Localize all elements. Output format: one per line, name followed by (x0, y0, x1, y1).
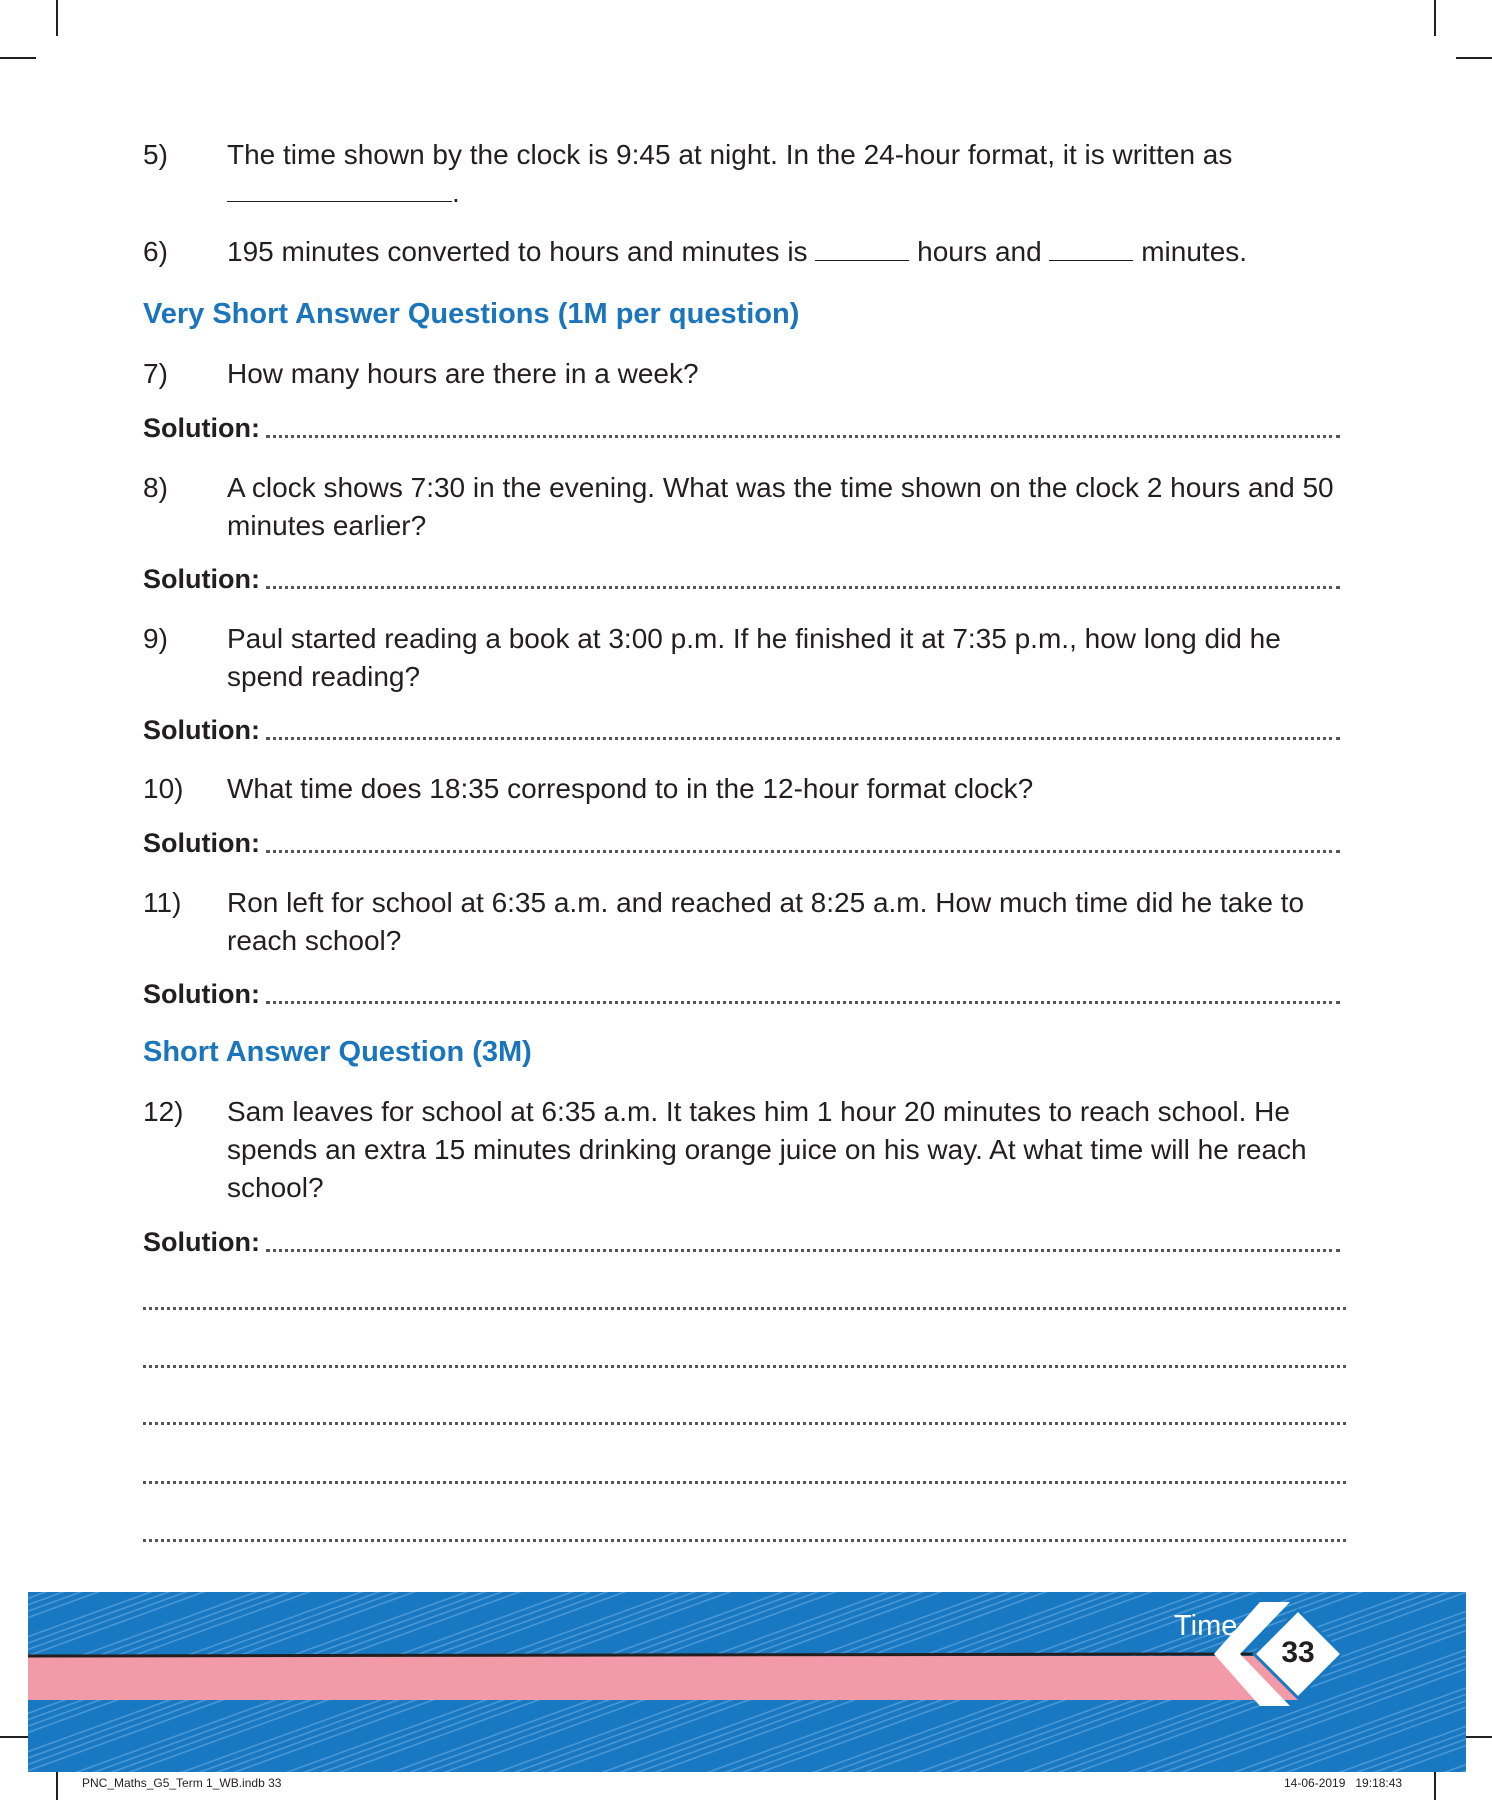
solution-label: Solution: (143, 413, 260, 443)
question-text: How many hours are there in a week? (227, 358, 699, 389)
answer-dotted-line[interactable] (143, 1422, 1346, 1425)
answer-dots (266, 586, 1340, 589)
solution-label: Solution: (143, 564, 260, 594)
footer-divider (28, 1654, 1258, 1656)
answer-dots (266, 435, 1340, 438)
answer-dots (266, 1001, 1340, 1004)
answer-dotted-line[interactable] (143, 1481, 1346, 1484)
solution-line[interactable] (143, 976, 1340, 1010)
solution-label: Solution: (143, 1227, 260, 1257)
question-punct: . (452, 177, 460, 208)
section-heading-very-short: Very Short Answer Questions (1M per question) (143, 298, 800, 330)
answer-dotted-line[interactable] (143, 1365, 1346, 1368)
crop-mark (0, 57, 36, 59)
question-text: Paul started reading a book at 3:00 p.m. If he finished it at 7:35 p.m., how long did he spend reading? (227, 623, 1281, 692)
crop-mark (1434, 0, 1436, 36)
chapter-title: Time (1174, 1610, 1238, 1642)
question-number: 6) (143, 236, 168, 267)
answer-dotted-line[interactable] (143, 1539, 1346, 1542)
solution-label: Solution: (143, 828, 260, 858)
question-text: A clock shows 7:30 in the evening. What was the time shown on the clock 2 hours and 50 minutes earlier? (227, 472, 1334, 541)
answer-dotted-line[interactable] (143, 1307, 1346, 1310)
question-number: 10) (143, 773, 184, 804)
question-text: What time does 18:35 correspond to in the 12-hour format clock? (227, 773, 1034, 804)
question-text: The time shown by the clock is 9:45 at night. In the 24-hour format, it is written as (227, 139, 1233, 170)
question-number: 5) (143, 139, 168, 170)
solution-line[interactable] (143, 825, 1340, 859)
footer-band (28, 1592, 1466, 1772)
answer-blank[interactable] (227, 177, 452, 202)
question-number: 7) (143, 358, 168, 389)
file-info: PNC_Maths_G5_Term 1_WB.indb 33 (82, 1776, 282, 1790)
answer-dots (266, 850, 1340, 853)
question-text: Sam leaves for school at 6:35 a.m. It takes him 1 hour 20 minutes to reach school. He spends an extra 15 minutes drinking orange juice on his way. At what time will he reach school? (227, 1096, 1307, 1203)
crop-mark (1456, 57, 1492, 59)
answer-blank-hours[interactable] (815, 236, 909, 261)
solution-label: Solution: (143, 979, 260, 1009)
question-text: hours and (917, 236, 1042, 267)
footer-graphic (28, 1592, 1466, 1772)
solution-line[interactable] (143, 410, 1340, 444)
print-timestamp: 14-06-2019 19:18:43 (1284, 1776, 1403, 1790)
answer-blank-minutes[interactable] (1049, 236, 1133, 261)
question-text: minutes. (1141, 236, 1248, 267)
question-number: 9) (143, 623, 168, 654)
question-number: 12) (143, 1096, 184, 1127)
question-text: Ron left for school at 6:35 a.m. and reached at 8:25 a.m. How much time did he take to reach school? (227, 887, 1305, 956)
answer-dots (266, 1249, 1340, 1252)
answer-dots (266, 737, 1340, 740)
page-number: 33 (1281, 1636, 1315, 1669)
footer-pink-stripe (28, 1656, 1298, 1700)
crop-mark (56, 0, 58, 36)
question-text: 195 minutes converted to hours and minutes is (227, 236, 808, 267)
solution-line[interactable] (143, 1224, 1340, 1258)
question-number: 11) (143, 887, 182, 918)
solution-line[interactable] (143, 561, 1340, 595)
question-number: 8) (143, 472, 168, 503)
solution-line[interactable] (143, 712, 1340, 746)
section-heading-short: Short Answer Question (3M) (143, 1036, 532, 1068)
solution-label: Solution: (143, 715, 260, 745)
